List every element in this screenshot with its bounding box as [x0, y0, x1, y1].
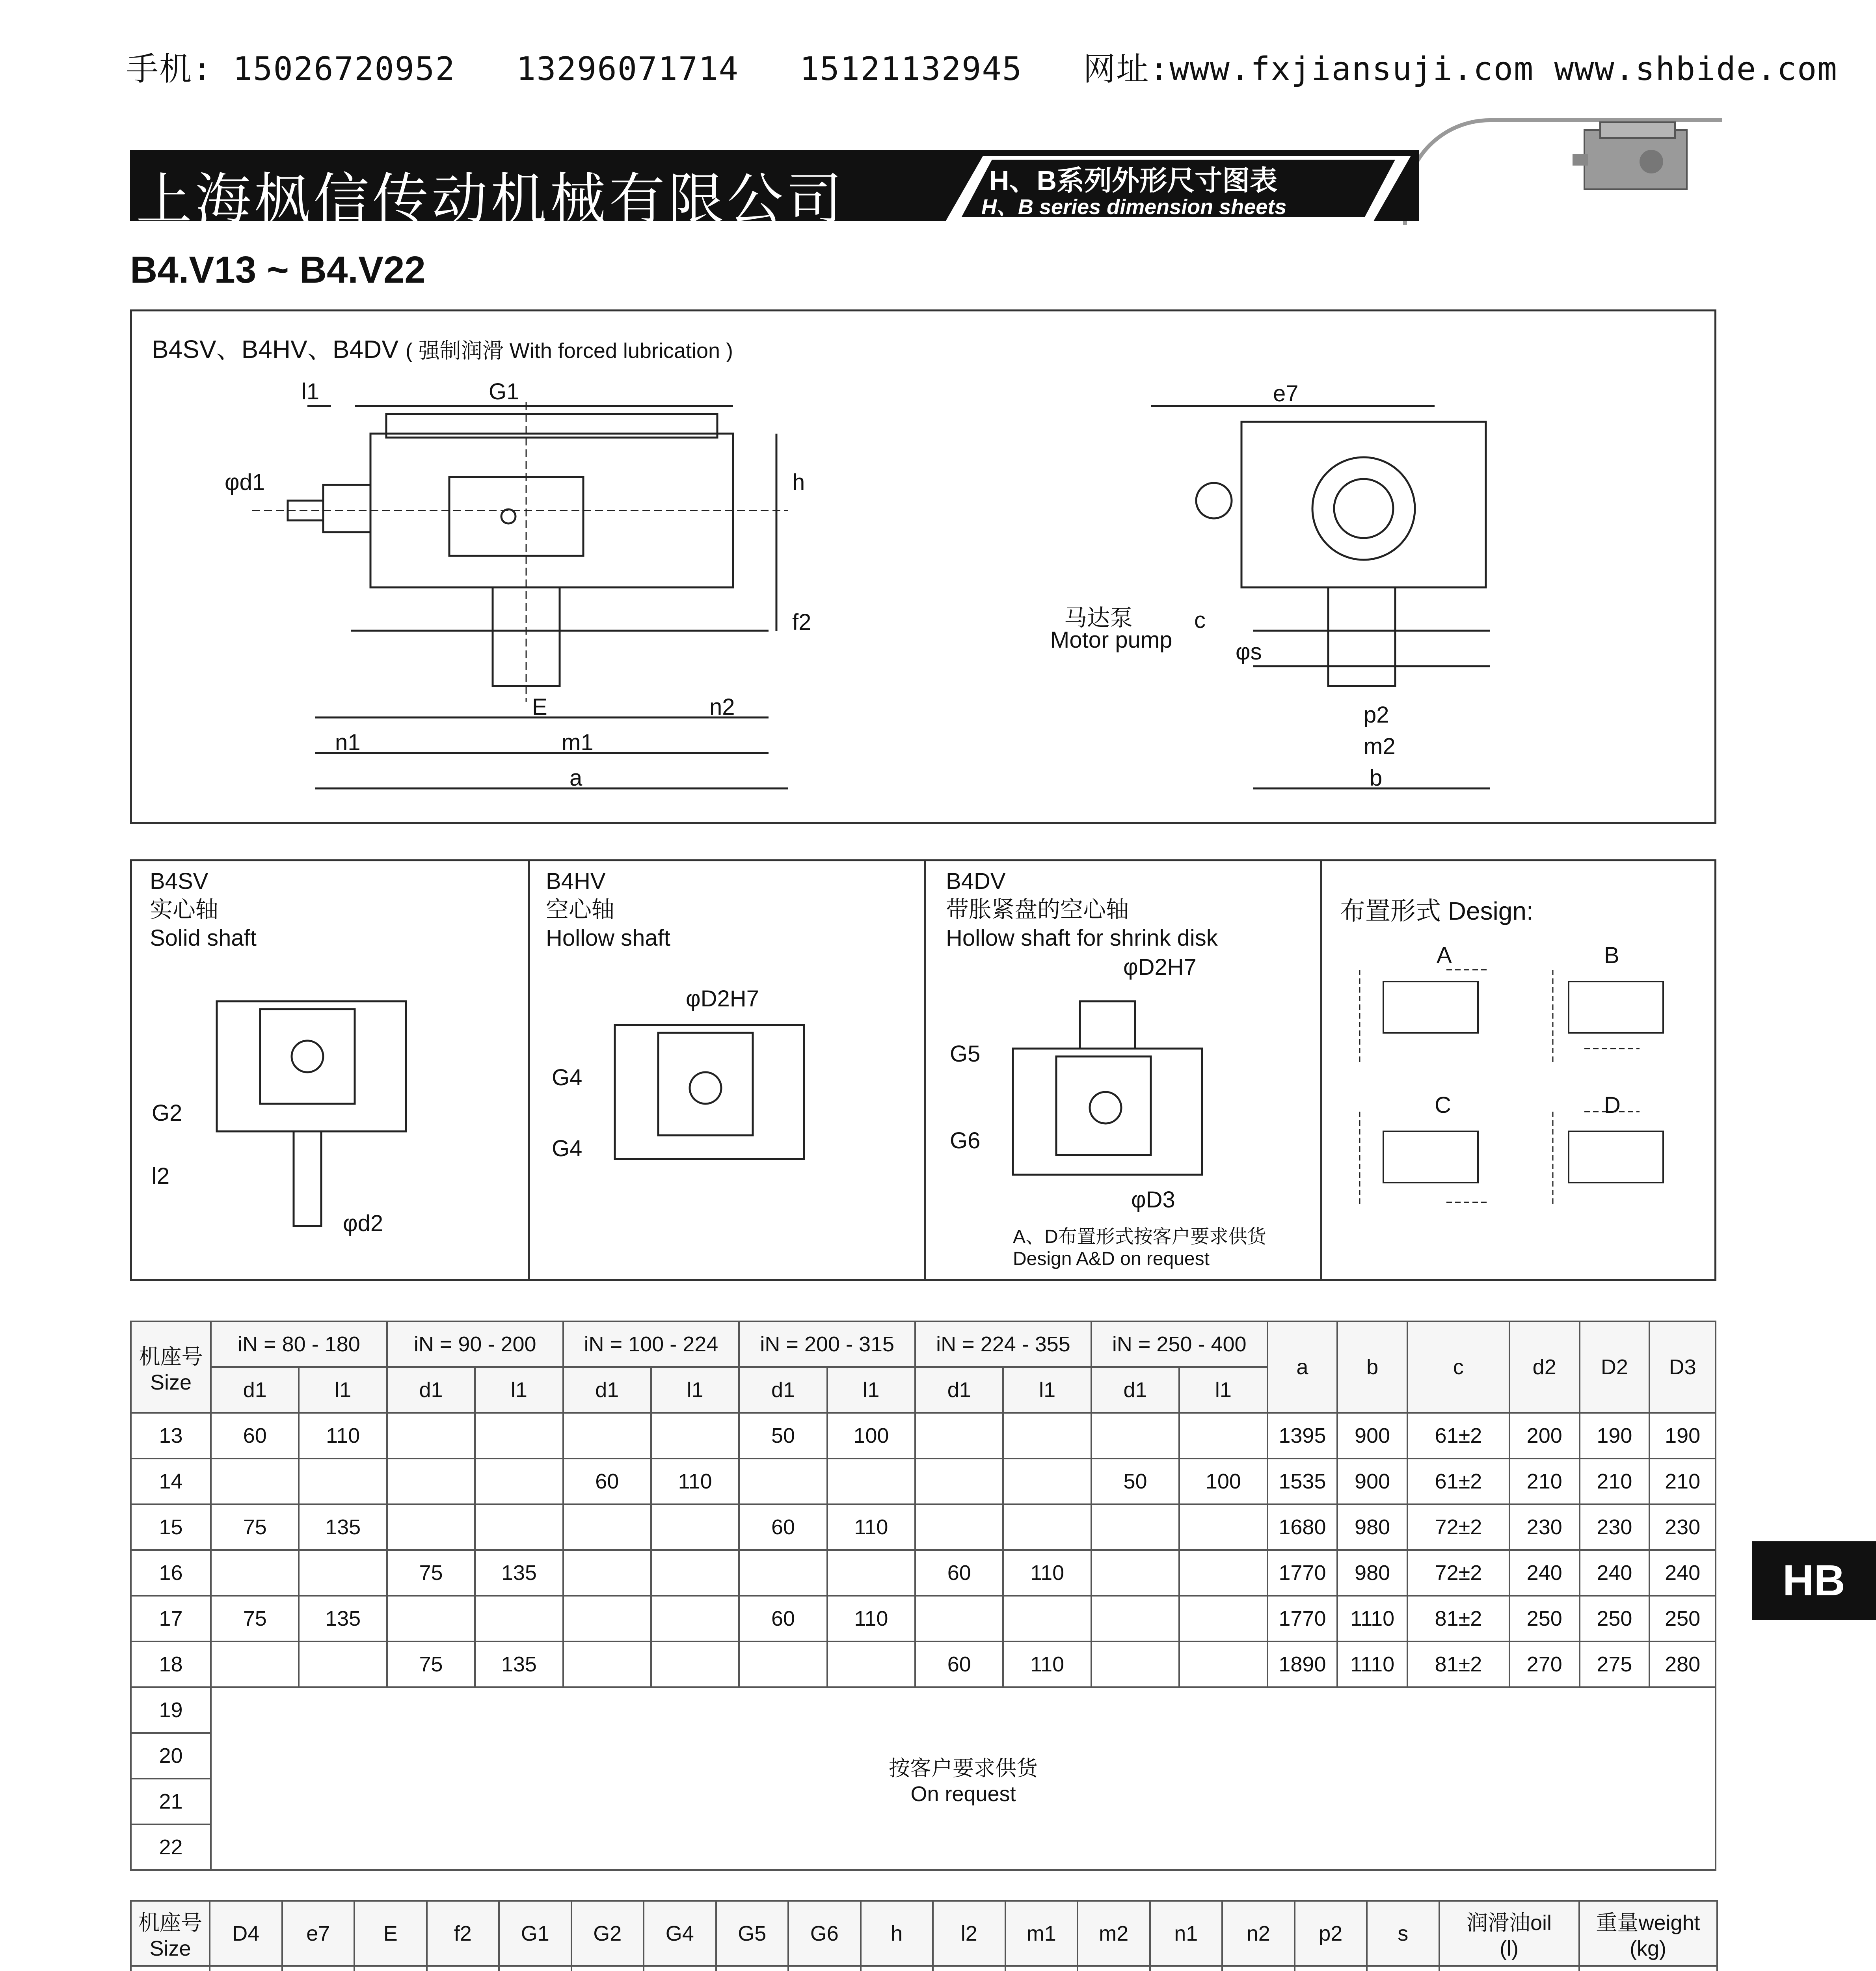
table-cell: [644, 1966, 716, 1971]
table-cell: 210: [1649, 1459, 1716, 1504]
table-cell: [915, 1504, 1003, 1550]
table-cell: 250: [1649, 1596, 1716, 1641]
table-cell: [827, 1641, 915, 1687]
table-cell: 75: [387, 1641, 475, 1687]
table-cell: 110: [827, 1504, 915, 1550]
table-cell: 230: [1580, 1504, 1650, 1550]
table-cell: [651, 1596, 739, 1641]
table-cell: 81±2: [1407, 1641, 1509, 1687]
table-cell: [387, 1413, 475, 1459]
dimension-header: d2: [1509, 1321, 1580, 1413]
table-cell: [427, 1966, 499, 1971]
table-row: [131, 1596, 1716, 1641]
oil-header-cn: 润滑油oil: [1466, 1911, 1552, 1935]
variant-b4hv-label: φD2H7: [686, 986, 759, 1012]
dim-m2: m2: [1364, 734, 1396, 759]
table-cell: [651, 1641, 739, 1687]
table-cell: 61±2: [1407, 1413, 1509, 1459]
table-cell: [475, 1596, 563, 1641]
sub-header: d1: [387, 1367, 475, 1413]
dimension-header: n2: [1222, 1901, 1295, 1966]
variant-b4sv-label: G2: [152, 1100, 182, 1126]
table-cell: 60: [915, 1641, 1003, 1687]
table-cell: [739, 1641, 827, 1687]
dimension-header: l2: [933, 1901, 1005, 1966]
variant-b4dv-note: A、D布置形式按客户要求供货 Design A&D on request: [1013, 1226, 1266, 1269]
size-header-cn: 机座号: [138, 1911, 202, 1935]
size-header: [131, 1321, 211, 1413]
table-row: [131, 1413, 1716, 1459]
table-cell: [387, 1596, 475, 1641]
design-label-c: C: [1435, 1092, 1451, 1118]
dim-G1: G1: [489, 379, 519, 404]
variant-b4sv-label: l2: [152, 1163, 170, 1189]
dimension-header: m2: [1078, 1901, 1150, 1966]
ratio-header: iN = 100 - 224: [563, 1321, 739, 1367]
table-cell: 135: [299, 1596, 387, 1641]
side-view-drawing: [1143, 378, 1537, 812]
table-cell: [563, 1641, 651, 1687]
dim-h: h: [792, 469, 805, 495]
table-cell: 230: [1509, 1504, 1580, 1550]
table-cell: 60: [563, 1459, 651, 1504]
table-cell: 250: [1509, 1596, 1580, 1641]
table-row: [131, 1504, 1716, 1550]
oil-header-unit: (l): [1500, 1937, 1519, 1960]
table-cell: [1003, 1596, 1091, 1641]
dim-b: b: [1370, 765, 1383, 791]
table-cell: 1770: [1267, 1596, 1338, 1641]
table-cell: [1003, 1459, 1091, 1504]
table-cell: 60: [739, 1596, 827, 1641]
series-title-cn: H、B系列外形尺寸图表: [989, 165, 1278, 196]
variant-b4dv-label: φD2H7: [1123, 954, 1197, 980]
front-view-drawing: [236, 378, 867, 812]
table-cell: [299, 1641, 387, 1687]
table-cell: 190: [1580, 1413, 1650, 1459]
table-cell: 75: [387, 1550, 475, 1596]
table-cell: [499, 1966, 571, 1971]
table-cell: 190: [1649, 1413, 1716, 1459]
size-cell: 21: [131, 1779, 211, 1824]
table-cell: [210, 1966, 282, 1971]
variant-b4dv-label: G6: [950, 1128, 981, 1153]
dimension-header: b: [1337, 1321, 1407, 1413]
size-header-en: Size: [150, 1370, 192, 1394]
table-cell: [563, 1504, 651, 1550]
table-cell: [299, 1459, 387, 1504]
gearbox-thumbnail: [1569, 114, 1710, 201]
table-cell: [1222, 1966, 1295, 1971]
main-drawing-title: B4SV、B4HV、B4DV ( 强制润滑 With forced lubrication ): [152, 335, 733, 363]
table-cell: 72±2: [1407, 1504, 1509, 1550]
table-cell: [651, 1504, 739, 1550]
table-cell: [475, 1459, 563, 1504]
dim-c: c: [1194, 607, 1206, 633]
table-row: [131, 1641, 1716, 1687]
table-cell: [211, 1641, 299, 1687]
table-cell: [651, 1413, 739, 1459]
size-cell: 20: [131, 1733, 211, 1779]
table-cell: 135: [475, 1550, 563, 1596]
table-cell: [1003, 1504, 1091, 1550]
dim-m1: m1: [562, 730, 594, 755]
table-cell: [387, 1504, 475, 1550]
dimension-header: p2: [1295, 1901, 1367, 1966]
variant-b4sv-caption: B4SV 实心轴 Solid shaft: [150, 868, 257, 951]
table-cell: 1890: [1267, 1641, 1338, 1687]
table-cell: 100: [827, 1413, 915, 1459]
dim-n2: n2: [709, 694, 735, 720]
ratio-header: iN = 80 - 180: [211, 1321, 387, 1367]
dimension-header: h: [861, 1901, 933, 1966]
table-cell: 980: [1337, 1504, 1407, 1550]
table-cell: [739, 1459, 827, 1504]
dimension-header: c: [1407, 1321, 1509, 1413]
table-cell: 100: [1179, 1459, 1267, 1504]
table-cell: 270: [1509, 1641, 1580, 1687]
table-cell: 110: [827, 1596, 915, 1641]
variant-b4hv-caption: B4HV 空心轴 Hollow shaft: [546, 868, 670, 951]
table-cell: [651, 1550, 739, 1596]
pump-label-en: Motor pump: [1050, 627, 1172, 653]
table-cell: [1091, 1596, 1179, 1641]
table-cell: [739, 1550, 827, 1596]
table-cell: [1091, 1413, 1179, 1459]
dimension-header: a: [1267, 1321, 1338, 1413]
table-cell: [827, 1459, 915, 1504]
table-cell: 110: [651, 1459, 739, 1504]
table-cell: 50: [1091, 1459, 1179, 1504]
table-cell: [131, 1966, 210, 1971]
dimension-header: G2: [571, 1901, 644, 1966]
table-cell: 60: [739, 1504, 827, 1550]
dimension-header: E: [354, 1901, 427, 1966]
dim-s: φs: [1236, 639, 1262, 665]
table-cell: 14: [131, 1459, 211, 1504]
sub-header: l1: [651, 1367, 739, 1413]
on-request-cell: [211, 1687, 1716, 1870]
table-cell: [915, 1596, 1003, 1641]
table-cell: 240: [1580, 1550, 1650, 1596]
model-range: B4.V13 ~ B4.V22: [130, 249, 426, 291]
table-cell: 1680: [1267, 1504, 1338, 1550]
table-cell: [1439, 1966, 1579, 1971]
table-cell: [915, 1459, 1003, 1504]
variant-b4hv-label: G4: [552, 1136, 583, 1161]
table-cell: [1179, 1596, 1267, 1641]
table-cell: [387, 1459, 475, 1504]
table-cell: 72±2: [1407, 1550, 1509, 1596]
table-cell: 17: [131, 1596, 211, 1641]
table-cell: 240: [1649, 1550, 1716, 1596]
dim-E: E: [532, 694, 547, 720]
table-row: [131, 1687, 1716, 1733]
table-cell: [1150, 1966, 1223, 1971]
table-cell: 15: [131, 1504, 211, 1550]
size-header-en: Size: [149, 1937, 191, 1960]
table-cell: 16: [131, 1550, 211, 1596]
table-cell: 900: [1337, 1459, 1407, 1504]
table-cell: [1295, 1966, 1367, 1971]
table-cell: [211, 1459, 299, 1504]
size-header: [131, 1901, 210, 1966]
table-cell: [282, 1966, 355, 1971]
sub-header: l1: [1179, 1367, 1267, 1413]
table-cell: 60: [211, 1413, 299, 1459]
table-row: [131, 1966, 1717, 1971]
sub-header: d1: [915, 1367, 1003, 1413]
contact-line: 手机: 15026720952 13296071714 15121132945 网址:www.fxjiansuji.com www.shbide.com: [126, 50, 1838, 88]
table-cell: [827, 1550, 915, 1596]
dimension-header: n1: [1150, 1901, 1223, 1966]
table-cell: [1179, 1413, 1267, 1459]
table-cell: 280: [1649, 1641, 1716, 1687]
dim-d1: φd1: [225, 469, 265, 495]
table-cell: [1091, 1550, 1179, 1596]
variant-b4sv-drawing: [173, 978, 449, 1254]
table-cell: [1367, 1966, 1439, 1971]
variant-divider: [924, 859, 926, 1281]
sub-header: l1: [827, 1367, 915, 1413]
table-row: [131, 1459, 1716, 1504]
table-cell: 1770: [1267, 1550, 1338, 1596]
table-cell: [716, 1966, 789, 1971]
design-title: 布置形式 Design:: [1340, 897, 1534, 925]
table-row: [131, 1550, 1716, 1596]
oil-header: [1439, 1901, 1579, 1966]
table-cell: [563, 1596, 651, 1641]
dimension-header: G6: [788, 1901, 861, 1966]
variant-divider: [528, 859, 530, 1281]
variant-b4dv-caption: B4DV 带胀紧盘的空心轴 Hollow shaft for shrink disk: [946, 868, 1218, 951]
table-cell: 75: [211, 1596, 299, 1641]
ratio-header: iN = 90 - 200: [387, 1321, 563, 1367]
dimension-header: G4: [644, 1901, 716, 1966]
variant-b4dv-label: G5: [950, 1041, 981, 1067]
table-cell: 110: [1003, 1641, 1091, 1687]
table-cell: [933, 1966, 1005, 1971]
table-cell: [1078, 1966, 1150, 1971]
table-cell: [1179, 1504, 1267, 1550]
table-cell: 1535: [1267, 1459, 1338, 1504]
table-cell: [915, 1413, 1003, 1459]
sub-header: d1: [211, 1367, 299, 1413]
table-cell: [475, 1504, 563, 1550]
table-cell: 1110: [1337, 1641, 1407, 1687]
table-cell: 210: [1509, 1459, 1580, 1504]
dimension-header: s: [1367, 1901, 1439, 1966]
table-cell: 240: [1509, 1550, 1580, 1596]
sub-header: l1: [299, 1367, 387, 1413]
weight-header: [1579, 1901, 1717, 1966]
dimension-table-2: [130, 1900, 1718, 1971]
table-cell: 200: [1509, 1413, 1580, 1459]
table-cell: 75: [211, 1504, 299, 1550]
table-cell: 210: [1580, 1459, 1650, 1504]
table-cell: 81±2: [1407, 1596, 1509, 1641]
size-cell: 22: [131, 1824, 211, 1870]
dim-f2: f2: [792, 609, 811, 635]
on-request-cn: 按客户要求供货: [889, 1756, 1038, 1780]
series-title-en: H、B series dimension sheets: [981, 195, 1287, 219]
table-cell: 1110: [1337, 1596, 1407, 1641]
table-cell: [1579, 1966, 1717, 1971]
size-header-cn: 机座号: [139, 1345, 203, 1369]
table-cell: [1003, 1413, 1091, 1459]
table-cell: [354, 1966, 427, 1971]
table-cell: [1179, 1550, 1267, 1596]
variant-b4hv-drawing: [571, 1009, 847, 1214]
dimension-header: e7: [282, 1901, 355, 1966]
company-name: 上海枫信传动机械有限公司: [136, 167, 845, 232]
weight-header-unit: (kg): [1630, 1937, 1666, 1960]
dim-p2: p2: [1364, 702, 1389, 728]
table-cell: [475, 1413, 563, 1459]
table-cell: [571, 1966, 644, 1971]
dim-a: a: [570, 765, 583, 791]
dim-e7: e7: [1273, 381, 1299, 406]
dim-n1: n1: [335, 730, 361, 755]
ratio-header: iN = 224 - 355: [915, 1321, 1091, 1367]
table-cell: [1091, 1504, 1179, 1550]
ratio-header: iN = 250 - 400: [1091, 1321, 1267, 1367]
design-label-a: A: [1437, 943, 1452, 968]
size-cell: 19: [131, 1687, 211, 1733]
table-cell: [563, 1550, 651, 1596]
table-cell: 275: [1580, 1641, 1650, 1687]
sub-header: d1: [1091, 1367, 1179, 1413]
design-arrangements-drawing: [1348, 946, 1703, 1230]
table-cell: 50: [739, 1413, 827, 1459]
table-cell: 980: [1337, 1550, 1407, 1596]
table-cell: [1091, 1641, 1179, 1687]
table-cell: 1395: [1267, 1413, 1338, 1459]
table-cell: 61±2: [1407, 1459, 1509, 1504]
side-tab-hb: HB: [1752, 1541, 1876, 1620]
table-cell: [1179, 1641, 1267, 1687]
variant-b4dv-label: φD3: [1131, 1187, 1175, 1213]
sub-header: l1: [1003, 1367, 1091, 1413]
table-cell: 13: [131, 1413, 211, 1459]
variant-b4hv-label: G4: [552, 1065, 583, 1090]
table-cell: 110: [299, 1413, 387, 1459]
table-cell: [788, 1966, 861, 1971]
table-cell: 900: [1337, 1413, 1407, 1459]
table-cell: 110: [1003, 1550, 1091, 1596]
dimension-header: D3: [1649, 1321, 1716, 1413]
dim-l1: l1: [302, 379, 320, 404]
variant-divider: [1320, 859, 1322, 1281]
sub-header: d1: [563, 1367, 651, 1413]
table-cell: 135: [299, 1504, 387, 1550]
table-cell: 135: [475, 1641, 563, 1687]
dimension-header: G1: [499, 1901, 571, 1966]
variant-b4dv-drawing: [970, 986, 1253, 1230]
pump-label-cn: 马达泵: [1064, 605, 1133, 631]
dimension-header: m1: [1005, 1901, 1078, 1966]
weight-header-cn: 重量weight: [1596, 1911, 1700, 1935]
on-request-en: On request: [910, 1782, 1016, 1806]
dimension-table-1: [130, 1321, 1716, 1871]
dimension-header: D2: [1580, 1321, 1650, 1413]
dimension-header: D4: [210, 1901, 282, 1966]
table-cell: 60: [915, 1550, 1003, 1596]
table-cell: 230: [1649, 1504, 1716, 1550]
dimension-header: G5: [716, 1901, 789, 1966]
design-label-b: B: [1604, 943, 1619, 968]
table-cell: [299, 1550, 387, 1596]
sub-header: l1: [475, 1367, 563, 1413]
ratio-header: iN = 200 - 315: [739, 1321, 915, 1367]
dimension-header: f2: [427, 1901, 499, 1966]
sub-header: d1: [739, 1367, 827, 1413]
variant-b4sv-label: φd2: [343, 1211, 383, 1236]
table-cell: 250: [1580, 1596, 1650, 1641]
design-label-d: D: [1604, 1092, 1621, 1118]
table-cell: [211, 1550, 299, 1596]
table-cell: [563, 1413, 651, 1459]
table-cell: [1005, 1966, 1078, 1971]
table-cell: [861, 1966, 933, 1971]
table-cell: 18: [131, 1641, 211, 1687]
